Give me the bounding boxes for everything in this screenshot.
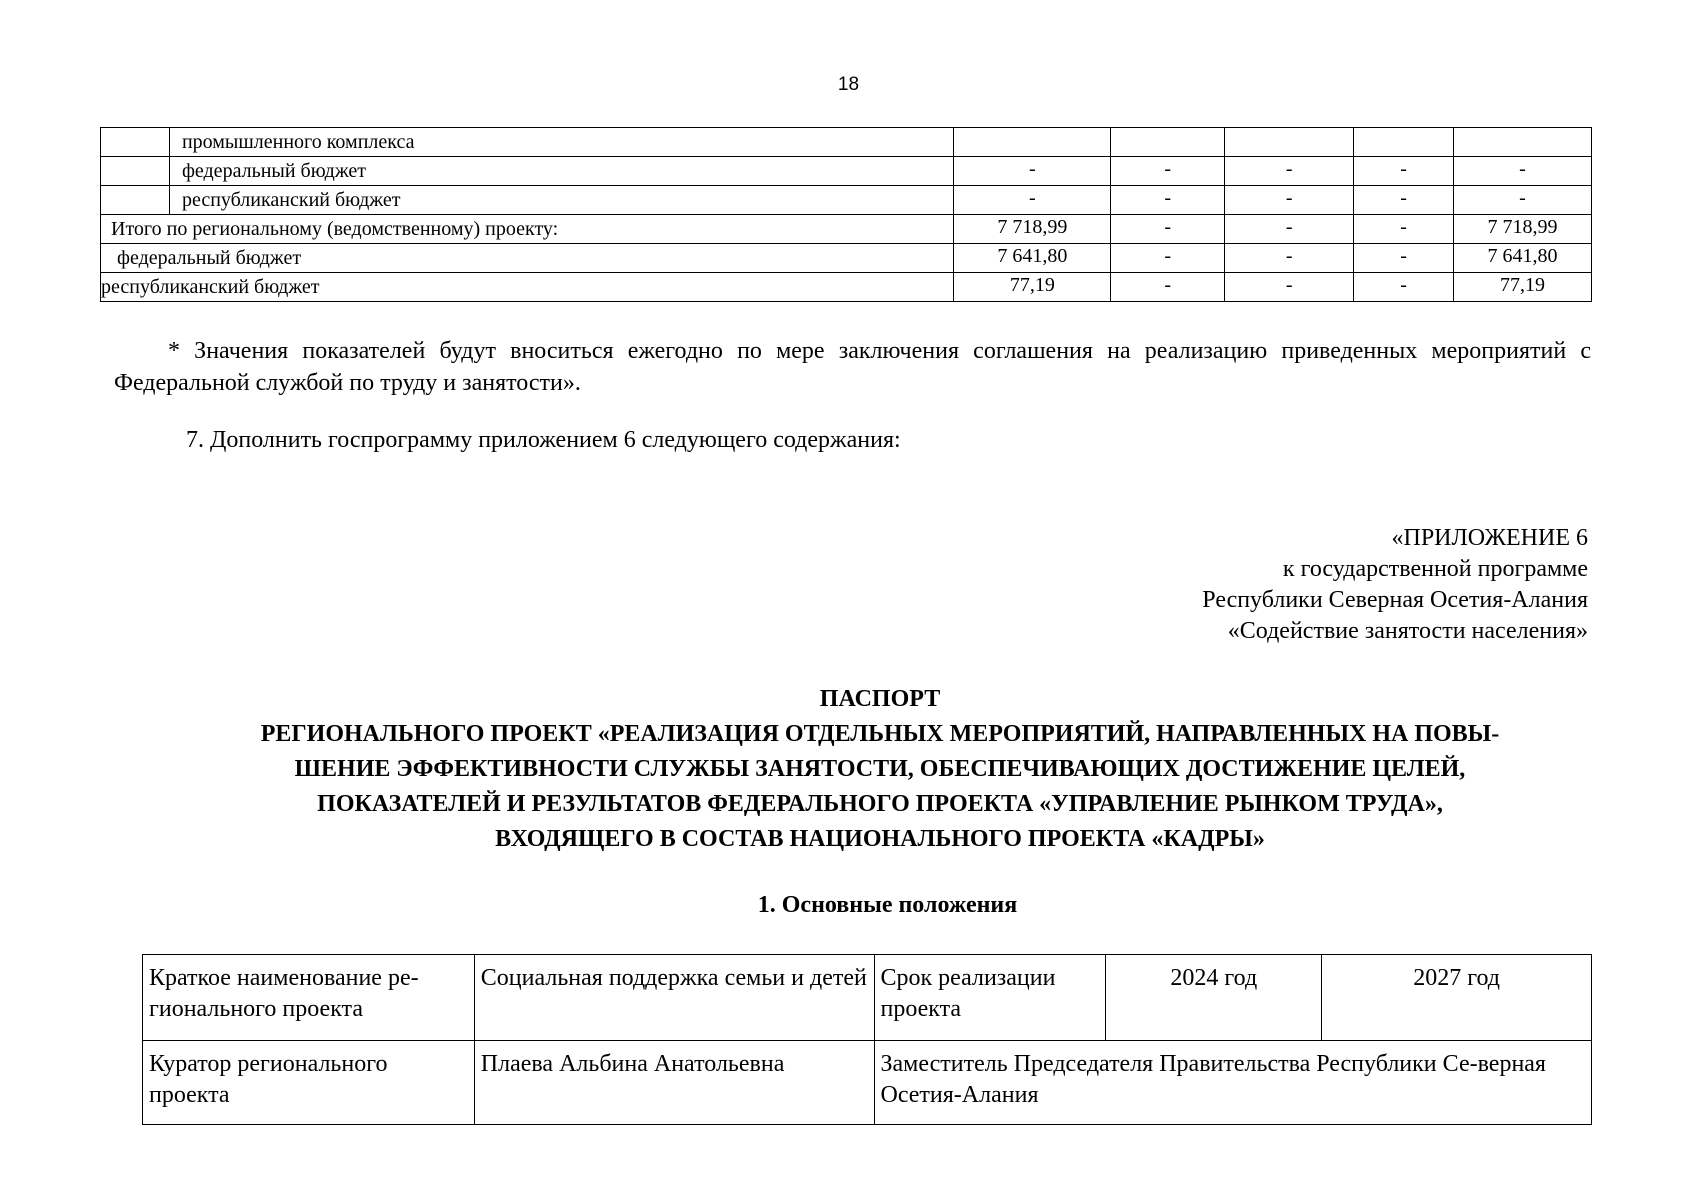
table-row <box>143 955 1592 1041</box>
appendix-line: Республики Северная Осетия-Алания <box>1202 587 1588 613</box>
footnote: * Значения показателей будут вноситься ежегодно по мере заключения соглашения на реализацию приведенных мероприятий с Федеральной службой по труду и занятости». <box>114 338 1591 396</box>
main-provisions-table <box>142 954 1592 1125</box>
table-cell: - <box>1111 273 1225 302</box>
table-cell: - <box>1225 244 1354 273</box>
appendix-title: «ПРИЛОЖЕНИЕ 6 <box>1391 525 1588 551</box>
row-label: федеральный бюджет <box>169 157 953 186</box>
table-row <box>101 186 1592 215</box>
section-title: 1. Основные положения <box>757 892 1018 918</box>
table-cell: - <box>1354 215 1454 244</box>
table-cell: - <box>954 186 1111 215</box>
table-cell: - <box>954 157 1111 186</box>
table-cell: 7 641,80 <box>1454 244 1592 273</box>
table-cell <box>1454 128 1592 157</box>
table-row <box>143 1041 1592 1125</box>
passport-title-line: ВХОДЯЩЕГО В СОСТАВ НАЦИОНАЛЬНОГО ПРОЕКТА «КАДРЫ» <box>495 826 1265 852</box>
table-row <box>101 215 1592 244</box>
table-row <box>101 244 1592 273</box>
table-cell: - <box>1225 273 1354 302</box>
start-year: 2024 год <box>1106 955 1322 1041</box>
row-label: республиканский бюджет <box>169 186 953 215</box>
table-cell <box>1225 128 1354 157</box>
row-label: Итого по региональному (ведомственному) проекту: <box>101 215 954 244</box>
table-cell: - <box>1354 273 1454 302</box>
short-name-value: Социальная поддержка семьи и детей <box>474 955 874 1041</box>
table-cell: - <box>1225 215 1354 244</box>
curator-label: Куратор регионального проекта <box>143 1041 475 1125</box>
appendix-header <box>1202 523 1588 647</box>
table-cell: 77,19 <box>1454 273 1592 302</box>
curator-name: Плаева Альбина Анатольевна <box>474 1041 874 1125</box>
table-cell: - <box>1225 186 1354 215</box>
table-cell <box>954 128 1111 157</box>
table-cell: - <box>1111 157 1225 186</box>
budget-table <box>100 127 1592 302</box>
table-row <box>101 273 1592 302</box>
table-cell: - <box>1354 186 1454 215</box>
row-label: промышленного комплекса <box>169 128 953 157</box>
table-cell: - <box>1354 244 1454 273</box>
passport-title-line: РЕГИОНАЛЬНОГО ПРОЕКТ «РЕАЛИЗАЦИЯ ОТДЕЛЬНЫХ МЕРОПРИЯТИЙ, НАПРАВЛЕННЫХ НА ПОВЫ- <box>260 721 1500 747</box>
short-name-label: Краткое наименование ре-гионального проекта <box>143 955 475 1041</box>
item-7-paragraph: 7. Дополнить госпрограмму приложением 6 следующего содержания: <box>186 427 901 453</box>
table-cell: 7 641,80 <box>954 244 1111 273</box>
table-cell: - <box>1111 244 1225 273</box>
curator-position: Заместитель Председателя Правительства Республики Се-верная Осетия-Алания <box>874 1041 1592 1125</box>
page-number: 18 <box>837 74 860 95</box>
table-cell <box>1354 128 1454 157</box>
end-year: 2027 год <box>1322 955 1592 1041</box>
table-row <box>101 157 1592 186</box>
passport-title-line: ПОКАЗАТЕЛЕЙ И РЕЗУЛЬТАТОВ ФЕДЕРАЛЬНОГО ПРОЕКТА «УПРАВЛЕНИЕ РЫНКОМ ТРУДА», <box>317 791 1443 817</box>
table-cell: - <box>1111 215 1225 244</box>
term-label: Срок реализации проекта <box>874 955 1106 1041</box>
table-cell: 77,19 <box>954 273 1111 302</box>
row-label: республиканский бюджет <box>101 273 954 302</box>
table-cell: - <box>1354 157 1454 186</box>
passport-title <box>180 682 1580 857</box>
table-cell: 7 718,99 <box>954 215 1111 244</box>
table-cell: - <box>1454 157 1592 186</box>
appendix-line: к государственной программе <box>1282 556 1588 582</box>
table-row <box>101 128 1592 157</box>
table-cell: - <box>1454 186 1592 215</box>
table-cell: - <box>1111 186 1225 215</box>
row-label: федеральный бюджет <box>101 244 954 273</box>
appendix-line: «Содействие занятости населения» <box>1227 618 1588 644</box>
table-cell: - <box>1225 157 1354 186</box>
passport-title-line: ШЕНИЕ ЭФФЕКТИВНОСТИ СЛУЖБЫ ЗАНЯТОСТИ, ОБЕСПЕЧИВАЮЩИХ ДОСТИЖЕНИЕ ЦЕЛЕЙ, <box>294 756 1466 782</box>
table-cell: 7 718,99 <box>1454 215 1592 244</box>
passport-heading: ПАСПОРТ <box>819 686 941 712</box>
table-cell <box>1111 128 1225 157</box>
